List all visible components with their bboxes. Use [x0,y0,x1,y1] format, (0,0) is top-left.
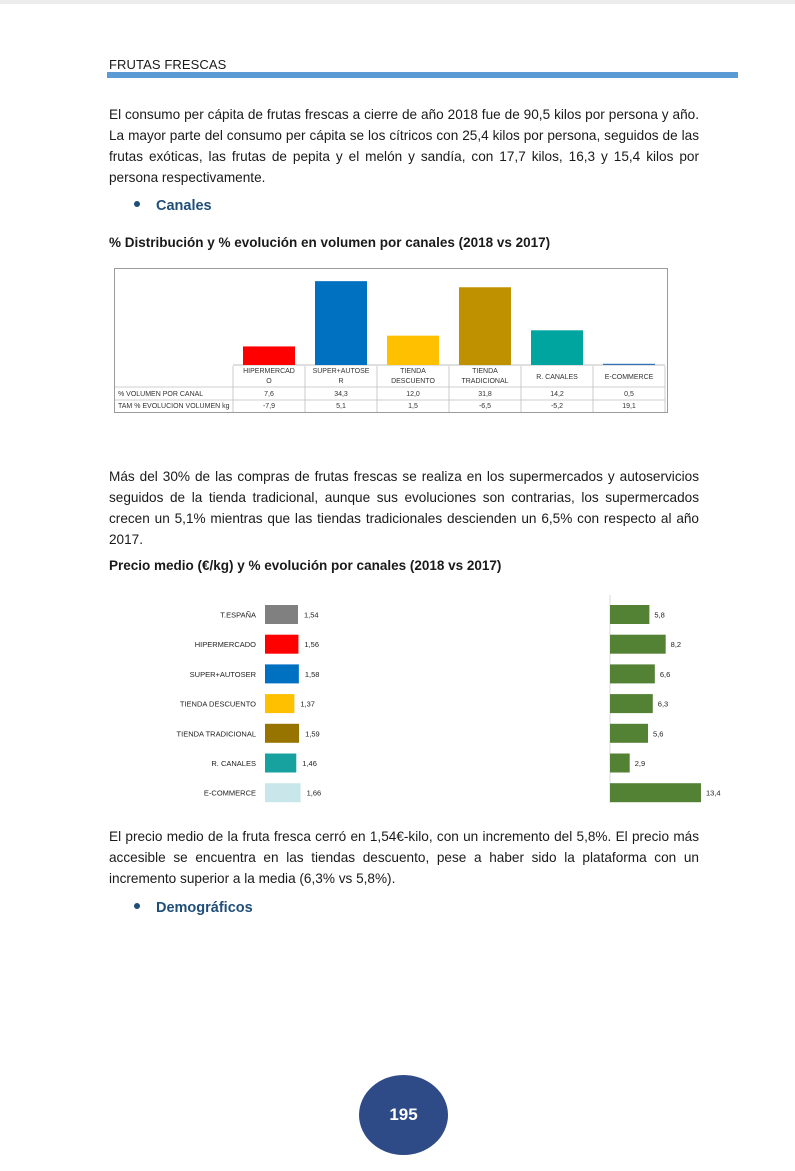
price-category-label: E-COMMERCE [203,788,256,798]
price-bar [265,724,299,743]
price-value-label: 1,54 [304,610,319,620]
evolution-value-label: 5,6 [653,729,664,739]
volume-bar [459,287,511,365]
volume-bar [387,336,439,365]
volume-bar [531,330,583,365]
evolution-bar [610,724,648,743]
price-charts-svg [150,595,740,810]
evolution-bar [610,664,655,683]
table-cell: 34,3 [334,391,348,398]
price-category-label: TIENDA TRADICIONAL [176,729,256,739]
bullet-demograficos [134,900,253,916]
table-cell: 14,2 [550,391,564,398]
evolution-value-label: 8,2 [670,640,682,650]
price-bar [265,754,296,773]
category-label: TIENDA [400,368,426,375]
price-charts [150,595,740,810]
table-row-label: % VOLUMEN POR CANAL [118,391,204,398]
evolution-bar [610,754,630,773]
price-bar [265,635,298,654]
price-category-label: R. CANALES [211,759,256,768]
price-value-label: 1,37 [300,699,315,709]
price-bar [265,694,294,713]
table-cell: -7,9 [262,403,276,410]
evolution-bar [610,605,649,624]
category-label: TRADICIONAL [461,378,509,385]
top-edge [0,0,795,4]
price-category-label: HIPERMERCADO [194,640,256,650]
volume-bar [315,281,367,365]
price-value-label: 1,66 [306,788,322,798]
table-cell: -6,5 [478,403,492,410]
table-cell: 7,6 [264,391,274,398]
table-row-label: TAM % EVOLUCION VOLUMEN kg [118,403,230,410]
category-label: R [338,378,344,385]
table-cell: 0,5 [624,391,634,398]
category-label: E-COMMERCE [604,374,654,381]
price-value-label: 1,56 [304,640,320,650]
volume-chart [114,268,668,413]
price-paragraph: El precio medio de la fruta fresca cerró en 1,54€-kilo, con un incremento del 5,8%. El precio más accesible se encuentra en las tiendas descuento, pese a haber sido la plataforma con un incremento superior a la media (6,3% vs 5,8%). [109,829,699,886]
bullet-dot [134,903,140,909]
evolution-bar [610,783,701,802]
header-rule [107,72,738,78]
table-cell: 1,5 [408,403,418,410]
price-bar [265,664,299,683]
price-category-label: TIENDA DESCUENTO [179,699,256,709]
page-number: 195 [359,1075,448,1155]
evolution-value-label: 13,4 [706,788,721,798]
volume-bar [243,346,295,365]
bullet-canales-label: Canales [156,198,212,214]
intro-paragraph: El consumo per cápita de frutas frescas a cierre de año 2018 fue de 90,5 kilos por persona y año. La mayor parte del consumo per cápita se los cítricos con 25,4 kilos por persona, seguidos de las frutas exóticas, las frutas de pepita y el melón y sandía, con 17,7 kilos, 16,3 y 15,4 kilos por persona respectivamente. [109,107,699,185]
bullet-demograficos-label: Demográficos [156,900,253,916]
evolution-value-label: 6,3 [657,699,669,709]
price-value-label: 1,46 [302,759,317,768]
bullet-dot [134,201,140,207]
evolution-value-label: 2,9 [634,759,646,768]
evolution-value-label: 6,6 [659,669,671,679]
page-header-title: FRUTAS FRESCAS [109,57,227,72]
category-label: TIENDA [472,368,498,375]
category-label: SUPER+AUTOSE [312,368,370,375]
category-label: R. CANALES [536,374,578,381]
category-label: O [266,378,272,385]
price-bar [265,783,301,802]
price-category-label: T.ESPAÑA [220,610,256,620]
evolution-bar [610,694,653,713]
volume-chart-title: % Distribución y % evolución en volumen por canales (2018 vs 2017) [109,235,551,250]
price-chart-title: Precio medio (€/kg) y % evolución por canales (2018 vs 2017) [109,558,502,573]
bullet-canales [134,198,212,214]
price-bar [265,605,298,624]
volume-bar [603,364,655,365]
evolution-bar [610,635,666,654]
category-label: HIPERMERCAD [243,368,295,375]
table-cell: 31,8 [478,391,492,398]
price-category-label: SUPER+AUTOSER [189,669,256,679]
volume-chart-svg [115,269,667,412]
table-cell: 5,1 [336,403,346,410]
table-cell: -5,2 [550,403,564,410]
table-cell: 19,1 [622,403,636,410]
table-cell: 12,0 [406,391,420,398]
channels-paragraph: Más del 30% de las compras de frutas frescas se realiza en los supermercados y autoservicios seguidos de la tienda tradicional, aunque sus evoluciones son contrarias, los supermercados crecen un 5,1% mientras que las tiendas tradicionales descienden un 6,5% con respecto al año 2017. [109,469,699,547]
price-value-label: 1,58 [304,669,320,679]
price-value-label: 1,59 [305,729,320,739]
evolution-value-label: 5,8 [654,610,665,620]
category-label: DESCUENTO [391,378,435,385]
